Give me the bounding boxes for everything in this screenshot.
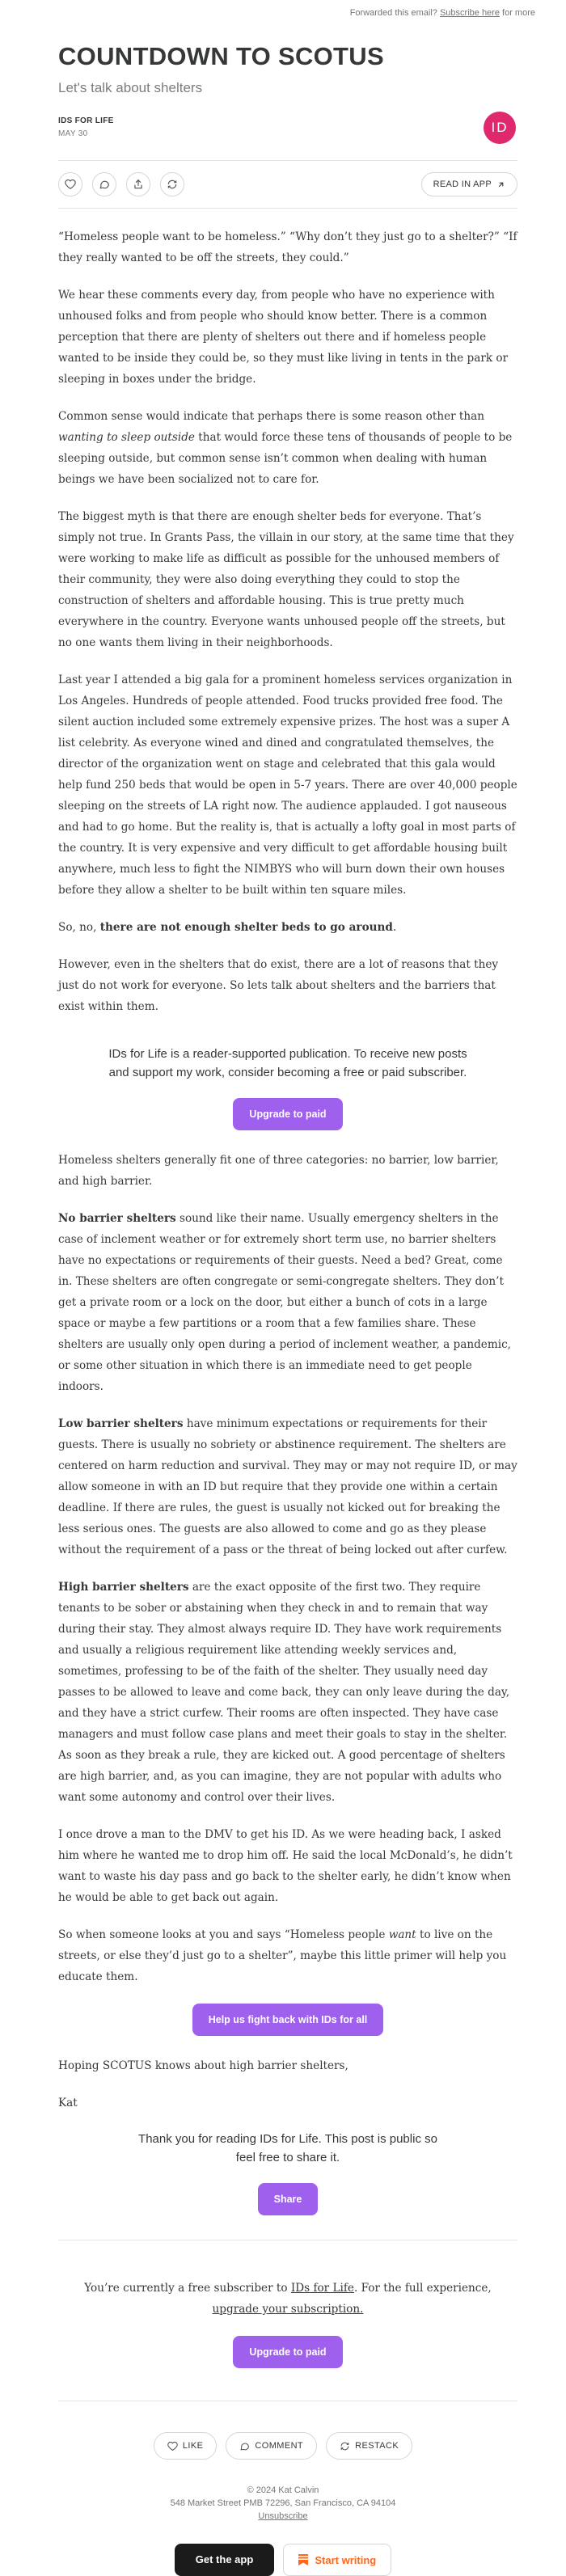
start-writing-button[interactable] [283,2544,391,2576]
free-subscriber-box [58,2240,517,2401]
restack-icon [167,179,178,190]
subscribe-here-link[interactable]: Subscribe here [439,8,500,18]
mailing-address: 548 Market Street PMB 72296, San Francisco, CA 94104 [170,2498,396,2508]
post-body [0,226,566,2215]
restack-icon [340,2441,350,2451]
paragraph: The biggest myth is that there are enough shelter beds for everyone. That’s simply not true. In Grants Pass, the villain in our story, at the same time that they were working to make life as difficult as possible for the unhoused members of their community, they were also doing everything they could to stop the construction of shelters and affordable housing. This is true pretty much everywhere in the country. Everyone wants unhoused people off the streets, but no one wants them living in their neighborhoods. [58,510,514,649]
comment-icon [239,2441,250,2451]
post-date: MAY 30 [58,129,88,138]
paragraph: Common sense would indicate that perhaps there is some reason other than wanting to sleep outside that would force these tens of thousands of people to be sleeping outside, but common sense isn’t common when dealing with human beings we have been socialized not to care for. [58,410,513,486]
heart-icon [167,2441,178,2451]
copyright: © 2024 Kat Calvin [247,2485,319,2495]
read-in-app-button[interactable] [421,172,517,196]
forwarded-notice [0,0,566,19]
upgrade-to-paid-footer-button[interactable]: Upgrade to paid [233,2336,342,2368]
free-subscriber-text: You’re currently a free subscriber to IDs for Life. For the full experience, upgrade your subscription. [84,2282,492,2316]
post-action-bar [58,160,517,209]
post-title[interactable]: COUNTDOWN TO SCOTUS [58,42,384,70]
paragraph: No barrier shelters sound like their name. Usually emergency shelters in the case of inclement weather or for extremely short term use, no barrier shelters have no expectations or requirements of their guests. Need a bed? Great, come in. These shelters are often congregate or semi-congregate shelters. They don’t get a private room or a lock on the door, but either a bunch of cots in a large space or maybe a few partitions or a room that a few families share. These shelters are usually only open during a period of inclement weather, a pandemic, or some other situation in which there is an immediate need to get people indoors. [58,1212,511,1393]
paragraph: We hear these comments every day, from people who have no experience with unhoused folks and from people who should know better. There is a common perception that there are plenty of shelters out there and if homeless people wanted to be inside they could be, so they must like living in tents in the park or sleeping in boxes under the bridge. [58,289,509,386]
restack-label: RESTACK [355,2441,399,2451]
share-icon [133,179,144,190]
arrow-up-right-icon [496,180,505,189]
paragraph: Low barrier shelters have minimum expectations or requirements for their guests. There is usually no sobriety or abstinence requirement. The shelters are centered on harm reduction and survival. They may or may not require ID, or may allow someone in with an ID but require that they provide one within a certain deadline. If there are rules, the guest is usually not kicked out for breaking the less serious ones. The guests are also allowed to come and go as they please without the requirement of a pass or the threat of being locked out after curfew. [58,1417,517,1556]
upgrade-subscription-link[interactable]: upgrade your subscription. [212,2303,364,2316]
comment-label: COMMENT [255,2441,304,2451]
footer-info [0,2484,566,2523]
post-header [0,42,566,147]
read-in-app-label: READ IN APP [433,179,492,189]
share-cta-text: Thank you for reading IDs for Life. This post is public so feel free to share it. [138,2132,437,2164]
publication-avatar[interactable]: ID [484,112,516,144]
publication-link[interactable]: IDs for Life [290,2282,354,2295]
get-the-app-button[interactable]: Get the app [175,2544,275,2576]
byline [58,112,517,147]
paragraph: High barrier shelters are the exact opposite of the first two. They require tenants to be sober or abstaining when they check in and to remain that way during their stay. They almost always require ID. They have work requirements and usually a religious requirement like attending weekly services and, sometimes, professing to be of the faith of the shelter. They usually need day passes to be allowed to leave and come back, they can only leave during the day, and they have a strict curfew. Their rooms are often inspected. They have case managers and must follow case plans and meet their goals to stay in the shelter. As soon as they break a rule, they are kicked out. A good percentage of shelters are high barrier, and, as you can imagine, they are not popular with adults who want some autonomy and control over their lives. [58,1581,510,1804]
forwarded-prefix: Forwarded this email? [349,8,437,18]
paragraph: I once drove a man to the DMV to get his ID. As we were heading back, I asked him where he wanted me to drop him off. He said the local McDonald’s, he didn’t want to waste his day pass and go back to the shelter early, he didn’t know when he would be able to get back out again. [58,1828,513,1904]
subscribe-cta-text: IDs for Life is a reader-supported publication. To receive new posts and support my work, consider becoming a free or paid subscriber. [108,1047,467,1079]
comment-icon [99,179,110,190]
publication-name[interactable]: IDS FOR LIFE [58,116,114,125]
footer-like-button[interactable] [154,2432,217,2460]
share-post-button[interactable]: Share [258,2183,319,2215]
footer-action-bar [0,2432,566,2460]
footer-restack-button[interactable] [326,2432,412,2460]
signature: Kat [58,2097,78,2109]
share-button[interactable] [126,172,150,196]
app-buttons [0,2544,566,2576]
start-writing-label: Start writing [315,2553,377,2566]
donate-cta [58,2004,517,2036]
share-cta [58,2130,517,2215]
restack-button[interactable] [160,172,184,196]
help-fight-back-button[interactable]: Help us fight back with IDs for all [192,2004,384,2036]
forwarded-suffix: for more [502,8,535,18]
subscribe-cta [58,1045,517,1130]
paragraph: “Homeless people want to be homeless.” “Why don’t they just go to a shelter?” “If they really wanted to be off the streets, they could.” [58,230,517,264]
paragraph: Homeless shelters generally fit one of three categories: no barrier, low barrier, and high barrier. [58,1154,499,1188]
paragraph: So, no, there are not enough shelter beds to go around. [58,921,397,934]
post-subtitle: Let's talk about shelters [58,80,203,95]
like-button[interactable] [58,172,82,196]
unsubscribe-link[interactable]: Unsubscribe [258,2511,308,2521]
upgrade-to-paid-button[interactable]: Upgrade to paid [233,1098,342,1130]
paragraph: However, even in the shelters that do exist, there are a lot of reasons that they just do not work for everyone. So lets talk about shelters and the barriers that exist within them. [58,958,499,1013]
like-label: LIKE [182,2441,204,2451]
paragraph: So when someone looks at you and says “Homeless people want to live on the streets, or else they’d just go to a shelter”, maybe this little primer will help you educate them. [58,1928,507,1983]
comment-button[interactable] [92,172,116,196]
paragraph: Last year I attended a big gala for a prominent homeless services organization in Los Angeles. Hundreds of people attended. Food trucks provided free food. The silent auction included some extremely expensive prizes. The host was a super A list celebrity. As everyone wined and dined and congratulated themselves, the director of the organization went on stage and celebrated that this gala would help fund 250 beds that would be open in 5-7 years. There are over 40,000 people sleeping on the streets of LA right now. The audience applauded. I got nauseous and had to go home. But the reality is, that is actually a lofty goal in most parts of the country. It is very expensive and very difficult to get affordable housing built anywhere, much less to fight the NIMBYS who will burn down their own houses before they allow a shelter to be built within ten square miles. [58,674,517,897]
paragraph: Hoping SCOTUS knows about high barrier shelters, [58,2059,348,2072]
heart-icon [65,179,76,190]
footer-comment-button[interactable] [226,2432,317,2460]
